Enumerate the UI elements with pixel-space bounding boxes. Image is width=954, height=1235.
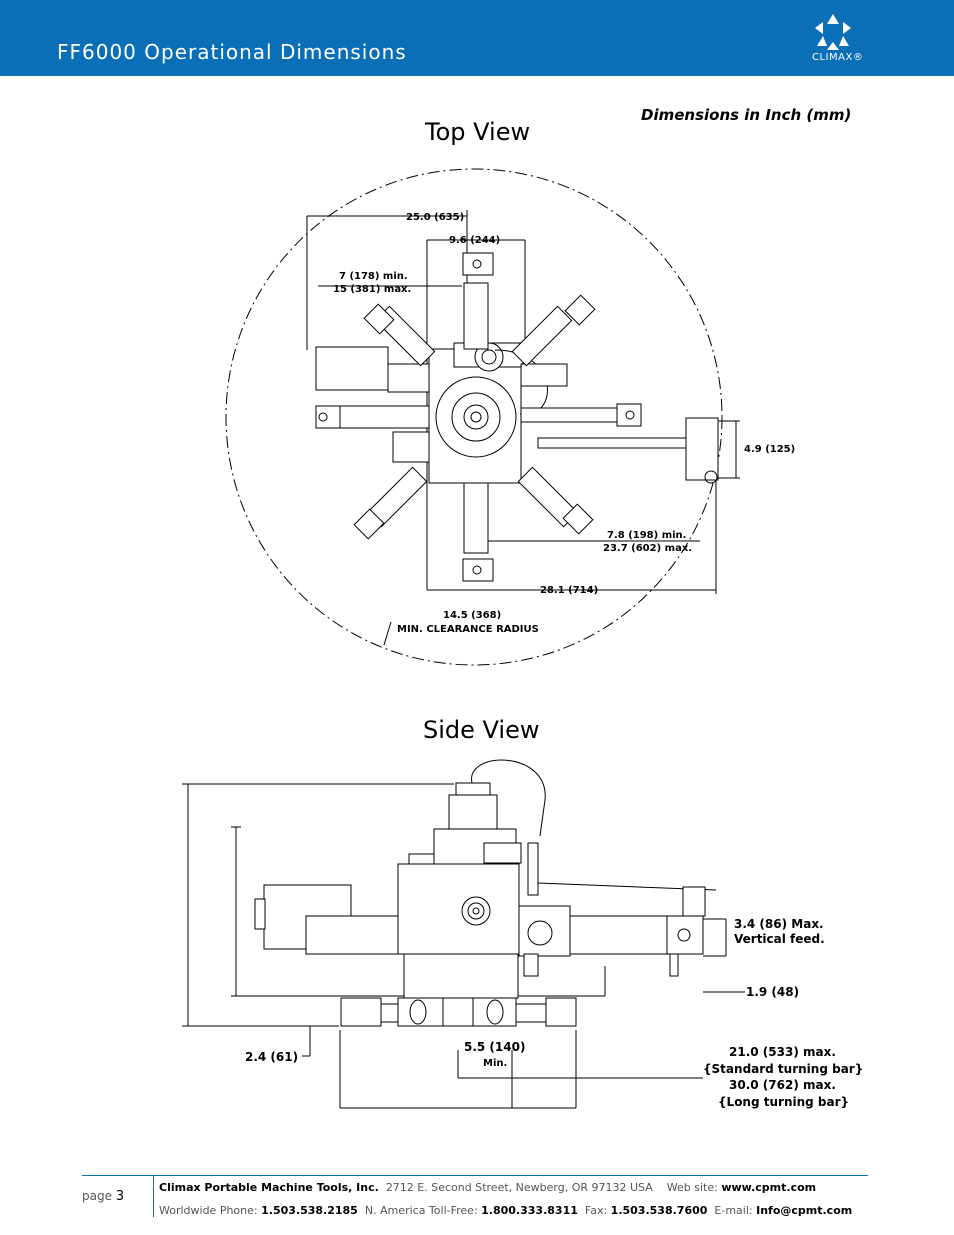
footer-line-2 [159, 1204, 852, 1217]
toll-free-phone: 1.800.333.8311 [481, 1204, 578, 1217]
dim-base-height: 2.4 (61) [245, 1050, 299, 1064]
company-address: 2712 E. Second Street, Newberg, OR 97132 USA [385, 1181, 653, 1194]
dim-std-2: {Standard turning bar} [703, 1062, 864, 1076]
dim-reach-max: 23.7 (602) max. [603, 543, 693, 554]
dim-leg-min: 7 (178) min. [339, 271, 408, 282]
worldwide-phone: 1.503.538.2185 [261, 1204, 358, 1217]
dim-min-1: 5.5 (140) [464, 1040, 526, 1054]
dim-leg-max: 15 (381) max. [333, 284, 412, 295]
dim-long-1: 30.0 (762) max. [729, 1078, 836, 1092]
dim-reach-min: 7.8 (198) min. [607, 530, 687, 541]
footer-line-1 [159, 1181, 816, 1194]
fax-label: Fax: [584, 1204, 608, 1217]
web-link[interactable]: www.cpmt.com [721, 1181, 817, 1194]
page-number-value: 3 [115, 1189, 125, 1204]
logo-text: CLIMAX® [812, 52, 864, 63]
fax-number: 1.503.538.7600 [610, 1204, 708, 1217]
web-label: Web site: [666, 1181, 718, 1194]
dim-long-2: {Long turning bar} [718, 1095, 850, 1109]
side-view-title: Side View [423, 716, 540, 744]
dim-bar-span: 9.6 (244) [449, 235, 501, 246]
toll-free-label: N. America Toll-Free: [364, 1204, 478, 1217]
dim-side-height: 4.9 (125) [744, 444, 796, 455]
dim-radius-value: 14.5 (368) [443, 610, 502, 621]
footer-divider [82, 1175, 868, 1176]
dim-std-1: 21.0 (533) max. [729, 1045, 836, 1059]
top-view-title: Top View [425, 118, 531, 146]
worldwide-phone-label: Worldwide Phone: [159, 1204, 258, 1217]
dim-min-2: Min. [483, 1058, 508, 1069]
dim-vertical-feed-2: Vertical feed. [734, 932, 825, 946]
page-label: page [82, 1189, 112, 1203]
company-name: Climax Portable Machine Tools, Inc. [159, 1181, 379, 1194]
page-title: FF6000 Operational Dimensions [57, 40, 407, 64]
units-note: Dimensions in Inch (mm) [641, 106, 852, 124]
email-link[interactable]: Info@cpmt.com [756, 1204, 853, 1217]
dim-overall-width: 25.0 (635) [406, 212, 465, 223]
dim-vertical-feed-1: 3.4 (86) Max. [734, 917, 824, 931]
footer-vertical-divider [153, 1175, 154, 1217]
dim-bottom-span: 28.1 (714) [540, 585, 599, 596]
dim-radius-label: MIN. CLEARANCE RADIUS [397, 624, 539, 635]
dim-feed-height: 1.9 (48) [746, 985, 800, 999]
email-label: E-mail: [714, 1204, 753, 1217]
page-number [82, 1189, 124, 1204]
